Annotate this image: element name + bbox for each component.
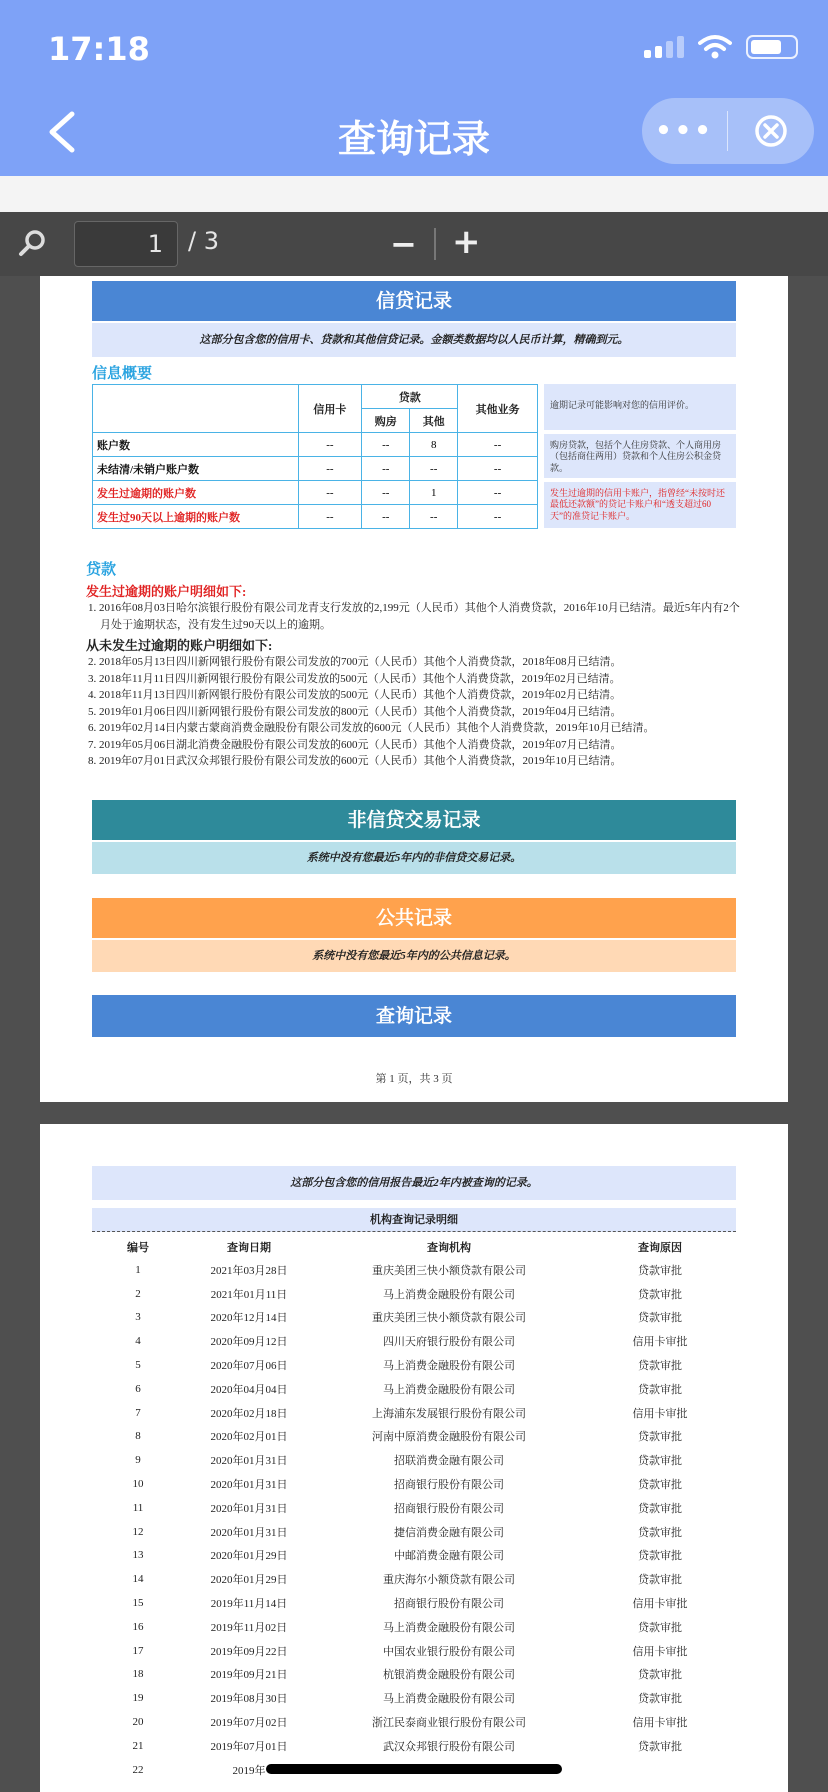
cell-reason: 贷款审批 bbox=[638, 1431, 682, 1444]
note-overdue-card: 发生过逾期的信用卡账户，指曾经“未按时还最低还款额”的贷记卡账户和“透支超过60天”的准贷记卡账户。 bbox=[544, 482, 736, 528]
col-other: 其他 bbox=[410, 409, 458, 433]
cell-reason: 贷款审批 bbox=[638, 1383, 682, 1396]
table-row bbox=[92, 1472, 736, 1496]
cell-date: 2019年09月21日 bbox=[210, 1669, 288, 1682]
cell-no: 18 bbox=[132, 1668, 144, 1681]
table-row bbox=[92, 1425, 736, 1449]
row-label: 账户数 bbox=[93, 433, 299, 457]
cell-institution: 马上消费金融股份有限公司 bbox=[383, 1288, 515, 1301]
cell-institution: 重庆美团三快小额贷款有限公司 bbox=[372, 1312, 526, 1325]
cell-date: 2019年 bbox=[232, 1764, 266, 1777]
query-table bbox=[92, 1236, 736, 1782]
table-row bbox=[92, 1306, 736, 1330]
cell-institution: 四川天府银行股份有限公司 bbox=[383, 1336, 515, 1349]
cell-date: 2020年01月31日 bbox=[210, 1526, 288, 1539]
battery-icon bbox=[746, 35, 798, 59]
cell: -- bbox=[458, 481, 538, 505]
cell-no: 3 bbox=[135, 1311, 141, 1324]
col-no: 编号 bbox=[127, 1242, 149, 1254]
page-total: / 3 bbox=[188, 227, 219, 255]
cell: -- bbox=[410, 505, 458, 529]
table-row bbox=[92, 1639, 736, 1663]
cell-no: 6 bbox=[135, 1382, 141, 1395]
table-row bbox=[92, 1544, 736, 1568]
signal-icon bbox=[644, 36, 684, 58]
mini-program-capsule bbox=[642, 98, 814, 164]
cell-institution: 中邮消费金融有限公司 bbox=[394, 1550, 504, 1563]
cell-reason: 贷款审批 bbox=[638, 1693, 682, 1706]
cell-institution: 重庆美团三快小额贷款有限公司 bbox=[372, 1264, 526, 1277]
table-row bbox=[93, 433, 538, 457]
table-row bbox=[92, 1520, 736, 1544]
cell-institution: 招联消费金融有限公司 bbox=[394, 1455, 504, 1468]
table-row bbox=[92, 1710, 736, 1734]
col-credit-card: 信用卡 bbox=[298, 385, 362, 433]
summary-table bbox=[92, 384, 538, 529]
cell-no: 20 bbox=[132, 1716, 144, 1729]
col-date: 查询日期 bbox=[227, 1242, 271, 1254]
nav-bar bbox=[0, 0, 828, 176]
summary-corner bbox=[93, 385, 299, 433]
cell-institution: 捷信消费金融有限公司 bbox=[394, 1526, 504, 1539]
cell: -- bbox=[458, 457, 538, 481]
overdue-heading: 发生过逾期的账户明细如下: bbox=[86, 584, 247, 599]
close-icon bbox=[754, 114, 788, 148]
cell-no: 5 bbox=[135, 1359, 141, 1372]
cell-date: 2019年09月22日 bbox=[210, 1645, 288, 1658]
cell-no: 21 bbox=[132, 1739, 144, 1752]
zoom-divider bbox=[434, 228, 436, 260]
list-item: 5. 2019年01月06日四川新网银行股份有限公司发放的800元（人民币）其他个人消费贷款，2019年04月已结清。 bbox=[88, 705, 622, 718]
cell-no: 13 bbox=[132, 1549, 144, 1562]
cell-reason: 信用卡审批 bbox=[632, 1407, 688, 1420]
cell-date: 2019年07月01日 bbox=[210, 1740, 288, 1753]
cell-date: 2020年12月14日 bbox=[210, 1312, 288, 1325]
table-row bbox=[93, 481, 538, 505]
query-records-banner: 查询记录 bbox=[92, 995, 736, 1037]
row-label: 发生过90天以上逾期的账户数 bbox=[93, 505, 299, 529]
cell-reason: 信用卡审批 bbox=[632, 1645, 688, 1658]
cell-reason: 贷款审批 bbox=[638, 1455, 682, 1468]
cell-date: 2019年08月30日 bbox=[210, 1693, 288, 1706]
cell-institution: 中国农业银行股份有限公司 bbox=[383, 1645, 515, 1658]
list-item: 2. 2018年05月13日四川新网银行股份有限公司发放的700元（人民币）其他个人消费贷款，2018年08月已结清。 bbox=[88, 656, 622, 668]
public-records-banner: 公共记录 bbox=[92, 898, 736, 938]
cell: -- bbox=[362, 505, 410, 529]
cell-no: 15 bbox=[132, 1597, 144, 1610]
cell-date: 2021年03月28日 bbox=[210, 1264, 288, 1277]
loans-section bbox=[86, 558, 746, 770]
zoom-in-button[interactable]: + bbox=[452, 222, 481, 262]
cell: -- bbox=[362, 457, 410, 481]
cell-date: 2020年01月29日 bbox=[210, 1574, 288, 1587]
cell-no: 2 bbox=[135, 1287, 141, 1300]
search-icon bbox=[18, 228, 48, 258]
status-time: 17:18 bbox=[48, 30, 150, 68]
cell-date: 2020年09月12日 bbox=[210, 1336, 288, 1349]
cell-reason: 贷款审批 bbox=[638, 1264, 682, 1277]
table-row bbox=[92, 1353, 736, 1377]
more-button[interactable]: ••• bbox=[655, 116, 714, 146]
cell-no: 11 bbox=[132, 1501, 144, 1514]
cell-reason: 贷款审批 bbox=[638, 1550, 682, 1563]
cell-no: 16 bbox=[132, 1620, 144, 1633]
query-subtitle: 这部分包含您的信用报告最近2年内被查询的记录。 bbox=[92, 1166, 736, 1200]
cell-reason: 信用卡审批 bbox=[632, 1598, 688, 1611]
list-item: 4. 2018年11月13日四川新网银行股份有限公司发放的500元（人民币）其他个人消费贷款，2019年02月已结清。 bbox=[88, 689, 622, 701]
table-header-row bbox=[92, 1236, 736, 1258]
col-loan: 贷款 bbox=[362, 385, 458, 409]
cell: -- bbox=[298, 457, 362, 481]
col-housing: 购房 bbox=[362, 409, 410, 433]
cell-date: 2021年01月11日 bbox=[210, 1288, 288, 1301]
table-row bbox=[93, 505, 538, 529]
table-row bbox=[92, 1734, 736, 1758]
cell-no: 19 bbox=[132, 1692, 144, 1705]
cell-reason: 贷款审批 bbox=[638, 1360, 682, 1373]
cell-date: 2020年07月06日 bbox=[210, 1360, 288, 1373]
table-row bbox=[92, 1258, 736, 1282]
cell: -- bbox=[298, 433, 362, 457]
cell-reason: 贷款审批 bbox=[638, 1526, 682, 1539]
cell-institution: 马上消费金融股份有限公司 bbox=[383, 1693, 515, 1706]
credit-records-subtitle: 这部分包含您的信用卡、贷款和其他信贷记录。金额类数据均以人民币计算，精确到元。 bbox=[92, 323, 736, 357]
cell-date: 2020年01月29日 bbox=[210, 1550, 288, 1563]
table-row bbox=[92, 1377, 736, 1401]
cell-institution: 招商银行股份有限公司 bbox=[394, 1502, 504, 1515]
table-row bbox=[92, 1663, 736, 1687]
cell-institution: 招商银行股份有限公司 bbox=[394, 1479, 504, 1492]
cell-institution: 招商银行股份有限公司 bbox=[394, 1598, 504, 1611]
cell-date: 2019年11月02日 bbox=[210, 1621, 288, 1634]
list-item: 1. 2016年08月03日哈尔滨银行股份有限公司龙青支行发放的2,199元（人民币）其他个人消费贷款，2016年10月已结清。最近5年内有2个月处于逾期状态，没有发生过90天以上的逾期。 bbox=[88, 602, 740, 631]
cell-date: 2020年01月31日 bbox=[210, 1502, 288, 1515]
table-row bbox=[92, 1496, 736, 1520]
cell-reason: 贷款审批 bbox=[638, 1479, 682, 1492]
col-reason: 查询原因 bbox=[638, 1242, 682, 1254]
list-item: 8. 2019年07月01日武汉众邦银行股份有限公司发放的600元（人民币）其他个人消费贷款，2019年10月已结清。 bbox=[88, 755, 622, 767]
cell: -- bbox=[298, 481, 362, 505]
cell-date: 2020年02月01日 bbox=[210, 1431, 288, 1444]
cell-date: 2020年01月31日 bbox=[210, 1479, 288, 1492]
page-number-input[interactable]: 1 bbox=[74, 221, 178, 267]
cell-no: 1 bbox=[135, 1263, 141, 1276]
cell: -- bbox=[362, 481, 410, 505]
table-row bbox=[93, 457, 538, 481]
cell-date: 2019年11月14日 bbox=[210, 1598, 288, 1611]
cell-date: 2020年01月31日 bbox=[210, 1455, 288, 1468]
cell-institution: 重庆海尔小额贷款有限公司 bbox=[383, 1574, 515, 1587]
cell-reason: 贷款审批 bbox=[638, 1621, 682, 1634]
cell-institution: 杭银消费金融股份有限公司 bbox=[383, 1669, 515, 1682]
pdf-toolbar bbox=[0, 212, 828, 276]
cell-reason: 贷款审批 bbox=[638, 1669, 682, 1682]
note-housing-loan: 购房贷款，包括个人住房贷款、个人商用房（包括商住两用）贷款和个人住房公积金贷款。 bbox=[544, 434, 736, 478]
overview-title: 信息概要 bbox=[92, 364, 153, 382]
list-item: 7. 2019年05月06日湖北消费金融股份有限公司发放的600元（人民币）其他个人消费贷款，2019年07月已结清。 bbox=[88, 738, 622, 751]
cell-institution: 武汉众邦银行股份有限公司 bbox=[383, 1740, 515, 1753]
cell-institution: 上海浦东发展银行股份有限公司 bbox=[372, 1407, 526, 1420]
cell-reason: 信用卡审批 bbox=[632, 1717, 688, 1730]
zoom-out-button[interactable]: − bbox=[390, 225, 417, 263]
page-footer: 第 1 页，共 3 页 bbox=[375, 1073, 453, 1085]
cell-date: 2020年04月04日 bbox=[210, 1383, 288, 1396]
cell-reason: 贷款审批 bbox=[638, 1574, 682, 1587]
query-table-body bbox=[92, 1258, 736, 1782]
table-row bbox=[92, 1686, 736, 1710]
cell-reason: 贷款审批 bbox=[638, 1740, 682, 1753]
cell: -- bbox=[458, 433, 538, 457]
list-item: 3. 2018年11月11日四川新网银行股份有限公司发放的500元（人民币）其他个人消费贷款，2019年02月已结清。 bbox=[88, 672, 621, 685]
col-institution: 查询机构 bbox=[427, 1242, 471, 1254]
search-button[interactable] bbox=[18, 228, 48, 262]
cell: 8 bbox=[410, 433, 458, 457]
cell: -- bbox=[458, 505, 538, 529]
home-indicator bbox=[266, 1764, 562, 1774]
table-row bbox=[92, 1615, 736, 1639]
public-records-subtitle: 系统中没有您最近5年内的公共信息记录。 bbox=[92, 940, 736, 972]
cell-no: 17 bbox=[132, 1644, 144, 1657]
cell-reason bbox=[584, 1758, 736, 1782]
cell-institution: 马上消费金融股份有限公司 bbox=[383, 1383, 515, 1396]
table-row bbox=[92, 1448, 736, 1472]
cell-no: 14 bbox=[132, 1573, 144, 1586]
wifi-icon bbox=[698, 34, 732, 60]
cell: -- bbox=[410, 457, 458, 481]
non-credit-subtitle: 系统中没有您最近5年内的非信贷交易记录。 bbox=[92, 842, 736, 874]
status-icons bbox=[644, 34, 798, 60]
cell-no: 7 bbox=[135, 1406, 141, 1419]
note-overdue-impact: 逾期记录可能影响对您的信用评价。 bbox=[544, 384, 736, 430]
cell-no: 10 bbox=[132, 1478, 144, 1491]
close-button[interactable] bbox=[728, 114, 814, 148]
col-other-biz: 其他业务 bbox=[458, 385, 538, 433]
cell: -- bbox=[298, 505, 362, 529]
cell-institution: 河南中原消费金融股份有限公司 bbox=[372, 1431, 526, 1444]
spacer bbox=[0, 176, 828, 212]
pdf-page-2 bbox=[40, 1124, 788, 1792]
cell-date: 2019年07月02日 bbox=[210, 1717, 288, 1730]
cell-institution: 马上消费金融股份有限公司 bbox=[383, 1621, 515, 1634]
cell-reason: 贷款审批 bbox=[638, 1312, 682, 1325]
cell-institution: 浙江民泰商业银行股份有限公司 bbox=[372, 1717, 526, 1730]
cell: 1 bbox=[410, 481, 458, 505]
cell-reason: 贷款审批 bbox=[638, 1288, 682, 1301]
table-row bbox=[92, 1282, 736, 1306]
non-credit-banner: 非信贷交易记录 bbox=[92, 800, 736, 840]
credit-records-banner: 信贷记录 bbox=[92, 281, 736, 321]
table-row bbox=[92, 1401, 736, 1425]
cell-no: 4 bbox=[135, 1335, 141, 1348]
cell-institution: 马上消费金融股份有限公司 bbox=[383, 1360, 515, 1373]
cell-no: 9 bbox=[135, 1454, 141, 1467]
cell-no: 12 bbox=[132, 1525, 144, 1538]
summary-notes bbox=[544, 384, 736, 532]
cell: -- bbox=[362, 433, 410, 457]
table-row bbox=[92, 1329, 736, 1353]
cell-reason: 信用卡审批 bbox=[632, 1336, 688, 1349]
cell-reason: 贷款审批 bbox=[638, 1502, 682, 1515]
row-label: 未结清/未销户账户数 bbox=[93, 457, 299, 481]
page-title: 查询记录 bbox=[337, 117, 490, 161]
table-row bbox=[92, 1567, 736, 1591]
loans-title: 贷款 bbox=[86, 560, 117, 578]
cell-no: 8 bbox=[135, 1430, 141, 1443]
list-item: 6. 2019年02月14日内蒙古蒙商消费金融股份有限公司发放的600元（人民币）其他个人消费贷款，2019年10月已结清。 bbox=[88, 722, 655, 734]
table-row bbox=[92, 1591, 736, 1615]
cell-no: 22 bbox=[132, 1763, 144, 1776]
row-label: 发生过逾期的账户数 bbox=[93, 481, 299, 505]
cell-date: 2020年02月18日 bbox=[210, 1407, 288, 1420]
pdf-page-1 bbox=[40, 276, 788, 1102]
normal-heading: 从未发生过逾期的账户明细如下: bbox=[86, 638, 273, 653]
query-table-title: 机构查询记录明细 bbox=[92, 1208, 736, 1232]
